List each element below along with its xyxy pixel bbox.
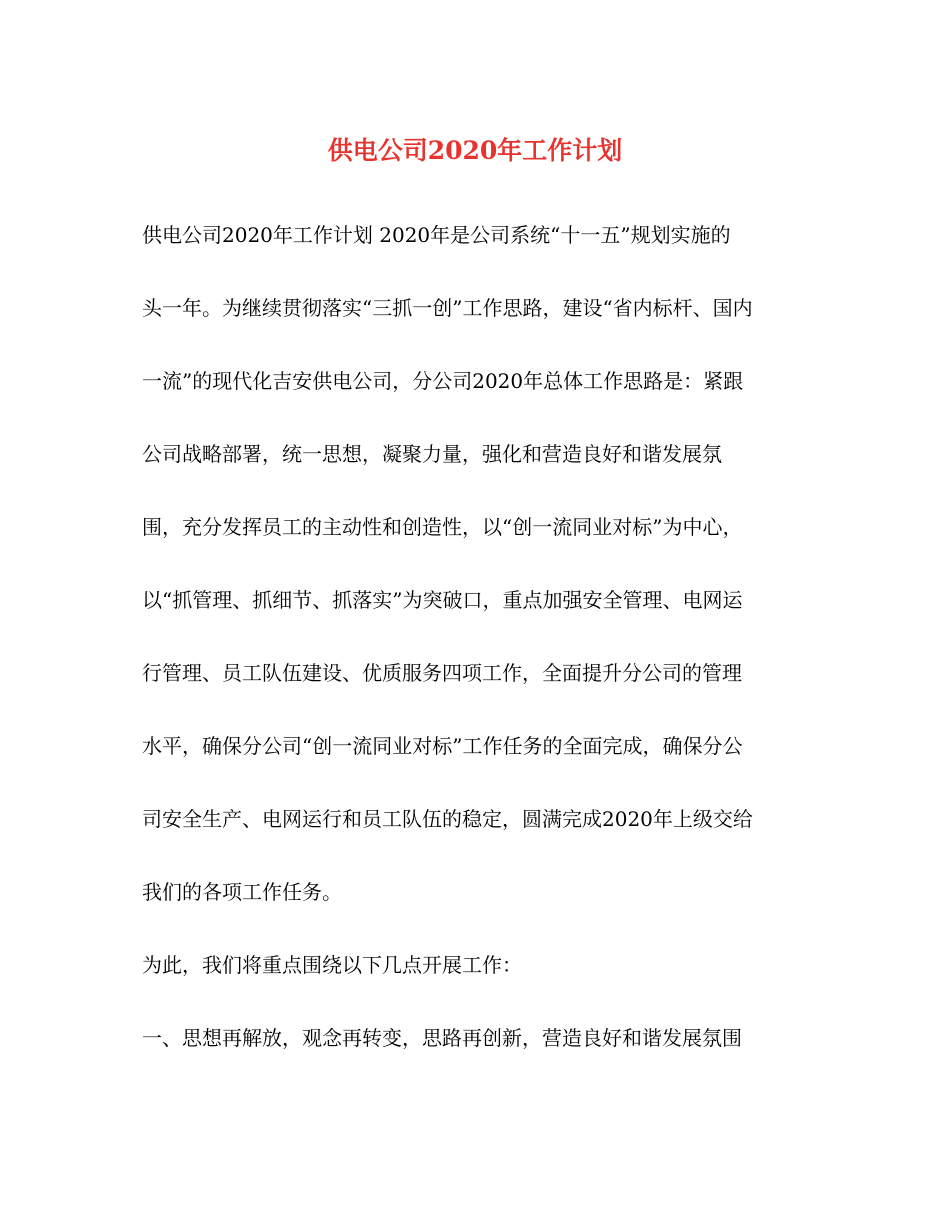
paragraph-line: 供电公司2020年工作计划 2020年是公司系统“十一五”规划实施的 (142, 223, 731, 247)
paragraph-line: 以“抓管理、抓细节、抓落实”为突破口，重点加强安全管理、电网运 (142, 588, 743, 612)
document-title: 供电公司2020年工作计划 (327, 136, 623, 165)
paragraph-line: 司安全生产、电网运行和员工队伍的稳定，圆满完成2020年上级交给 (142, 807, 753, 831)
paragraph-line: 我们的各项工作任务。 (142, 880, 342, 904)
paragraph-line: 行管理、员工队伍建设、优质服务四项工作，全面提升分公司的管理 (142, 661, 742, 685)
paragraph-line: 围，充分发挥员工的主动性和创造性，以“创一流同业对标”为中心， (142, 515, 743, 539)
paragraph-line: 公司战略部署，统一思想，凝聚力量，强化和营造良好和谐发展氛 (142, 442, 722, 466)
paragraph-line: 一、思想再解放，观念再转变，思路再创新，营造良好和谐发展氛围 (142, 1026, 742, 1050)
paragraph-line: 头一年。为继续贯彻落实“三抓一创”工作思路，建设“省内标杆、国内 (142, 296, 753, 320)
paragraph-line: 为此，我们将重点围绕以下几点开展工作： (142, 953, 522, 977)
document-body (142, 205, 822, 1081)
paragraph-line: 一流”的现代化吉安供电公司，分公司2020年总体工作思路是：紧跟 (142, 369, 744, 393)
paragraph-line: 水平，确保分公司“创一流同业对标”工作任务的全面完成，确保分公 (142, 734, 743, 758)
